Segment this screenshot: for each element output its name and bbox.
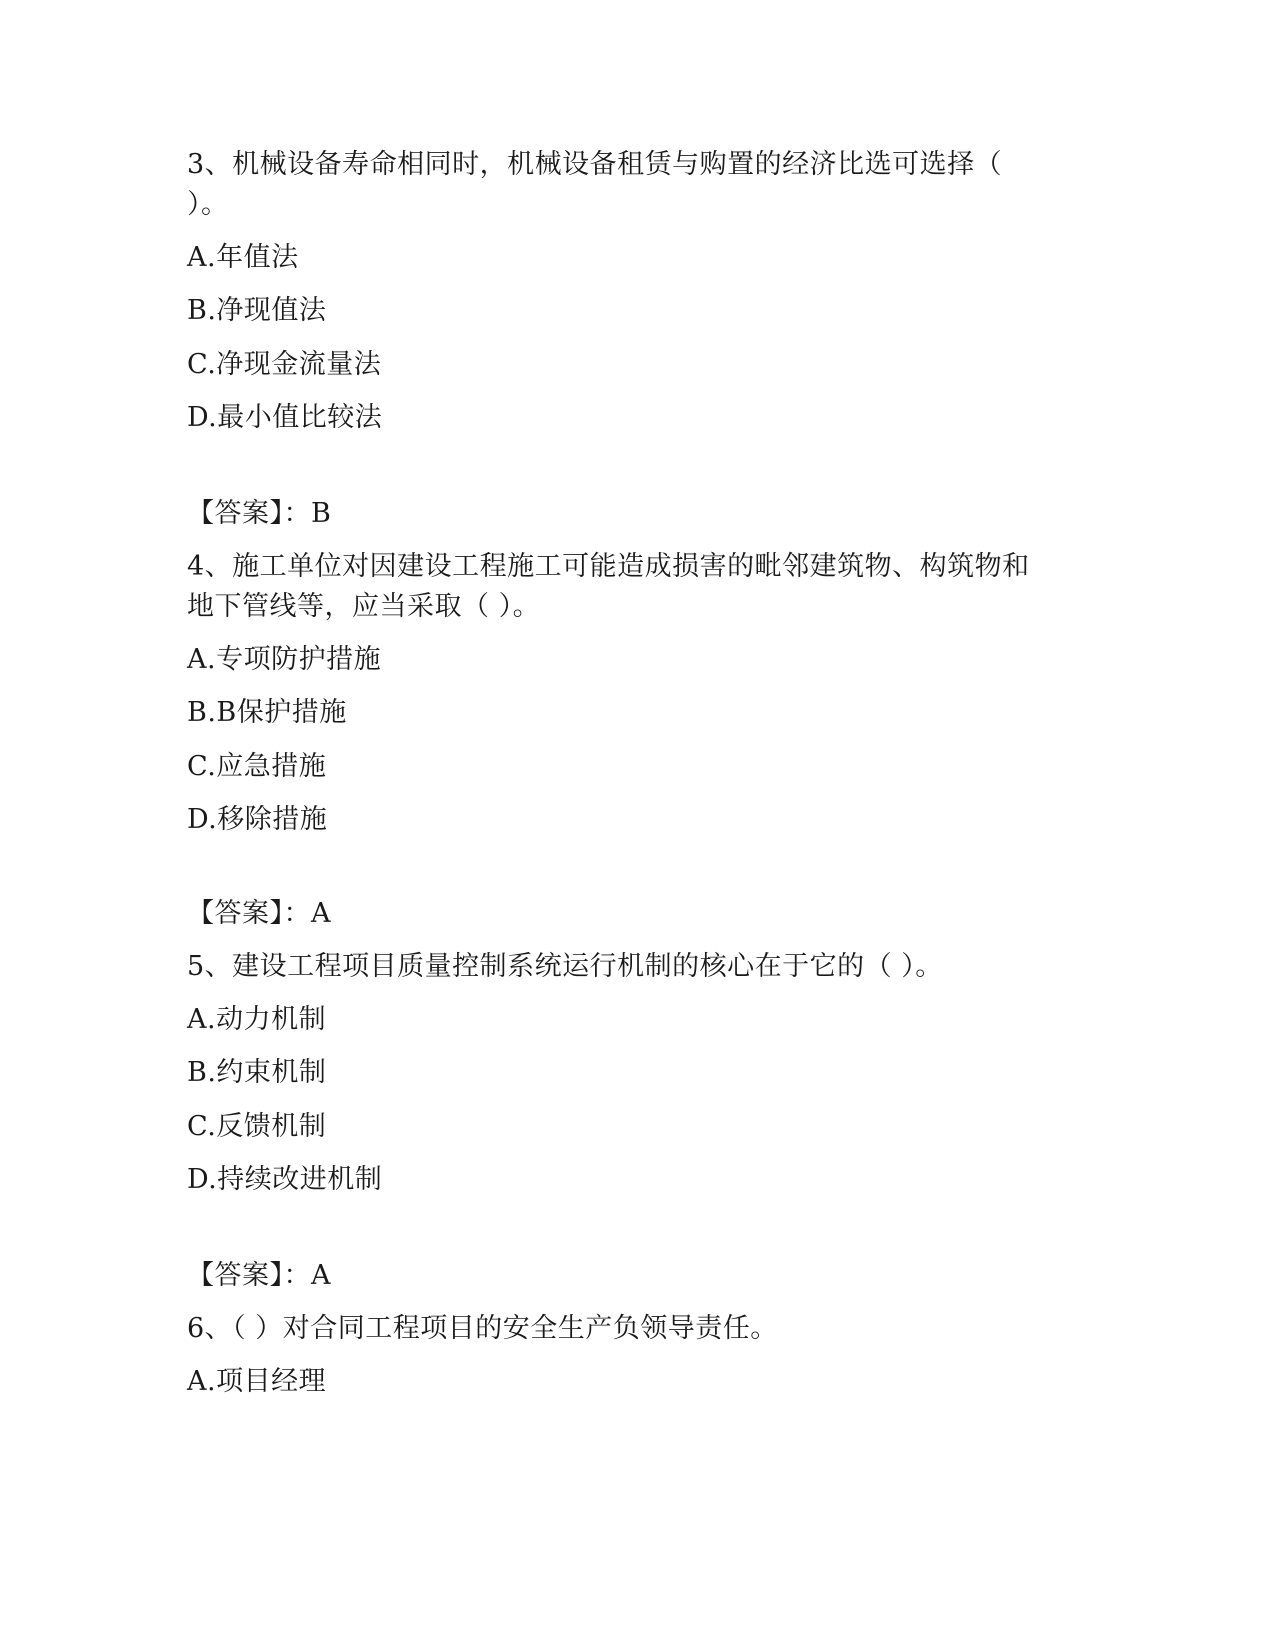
question-4-option-a: A.专项防护措施	[187, 644, 382, 675]
question-3-option-b: B.净现值法	[187, 295, 327, 326]
question-3-stem-line-2: ）。	[187, 189, 229, 220]
question-4-option-d: D.移除措施	[187, 804, 328, 835]
question-4-option-b: B.B保护措施	[187, 697, 347, 728]
question-6-option-a: A.项目经理	[187, 1366, 327, 1397]
question-5-answer: 【答案】：A	[187, 1260, 331, 1291]
question-4-option-c: C.应急措施	[187, 751, 327, 782]
question-4-stem-line-1: 4、施工单位对因建设工程施工可能造成损害的毗邻建筑物、构筑物和	[187, 551, 1030, 582]
question-5-option-a: A.动力机制	[187, 1004, 327, 1035]
question-5-option-b: B.约束机制	[187, 1057, 327, 1088]
question-5-option-d: D.持续改进机制	[187, 1164, 383, 1195]
question-4-answer: 【答案】：A	[187, 898, 331, 929]
question-3-option-a: A.年值法	[187, 242, 299, 273]
question-5-stem-line-1: 5、建设工程项目质量控制系统运行机制的核心在于它的（ ）。	[187, 951, 943, 982]
question-3-answer: 【答案】：B	[187, 498, 332, 529]
question-3-option-d: D.最小值比较法	[187, 402, 383, 433]
question-4-stem-line-2: 地下管线等，应当采取（ ）。	[187, 591, 541, 622]
question-3-stem-line-1: 3、机械设备寿命相同时，机械设备租赁与购置的经济比选可选择（	[187, 149, 1003, 180]
question-6-stem-line-1: 6、（ ）对合同工程项目的安全生产负领导责任。	[187, 1313, 778, 1344]
question-3-option-c: C.净现金流量法	[187, 349, 382, 380]
question-5-option-c: C.反馈机制	[187, 1111, 327, 1142]
